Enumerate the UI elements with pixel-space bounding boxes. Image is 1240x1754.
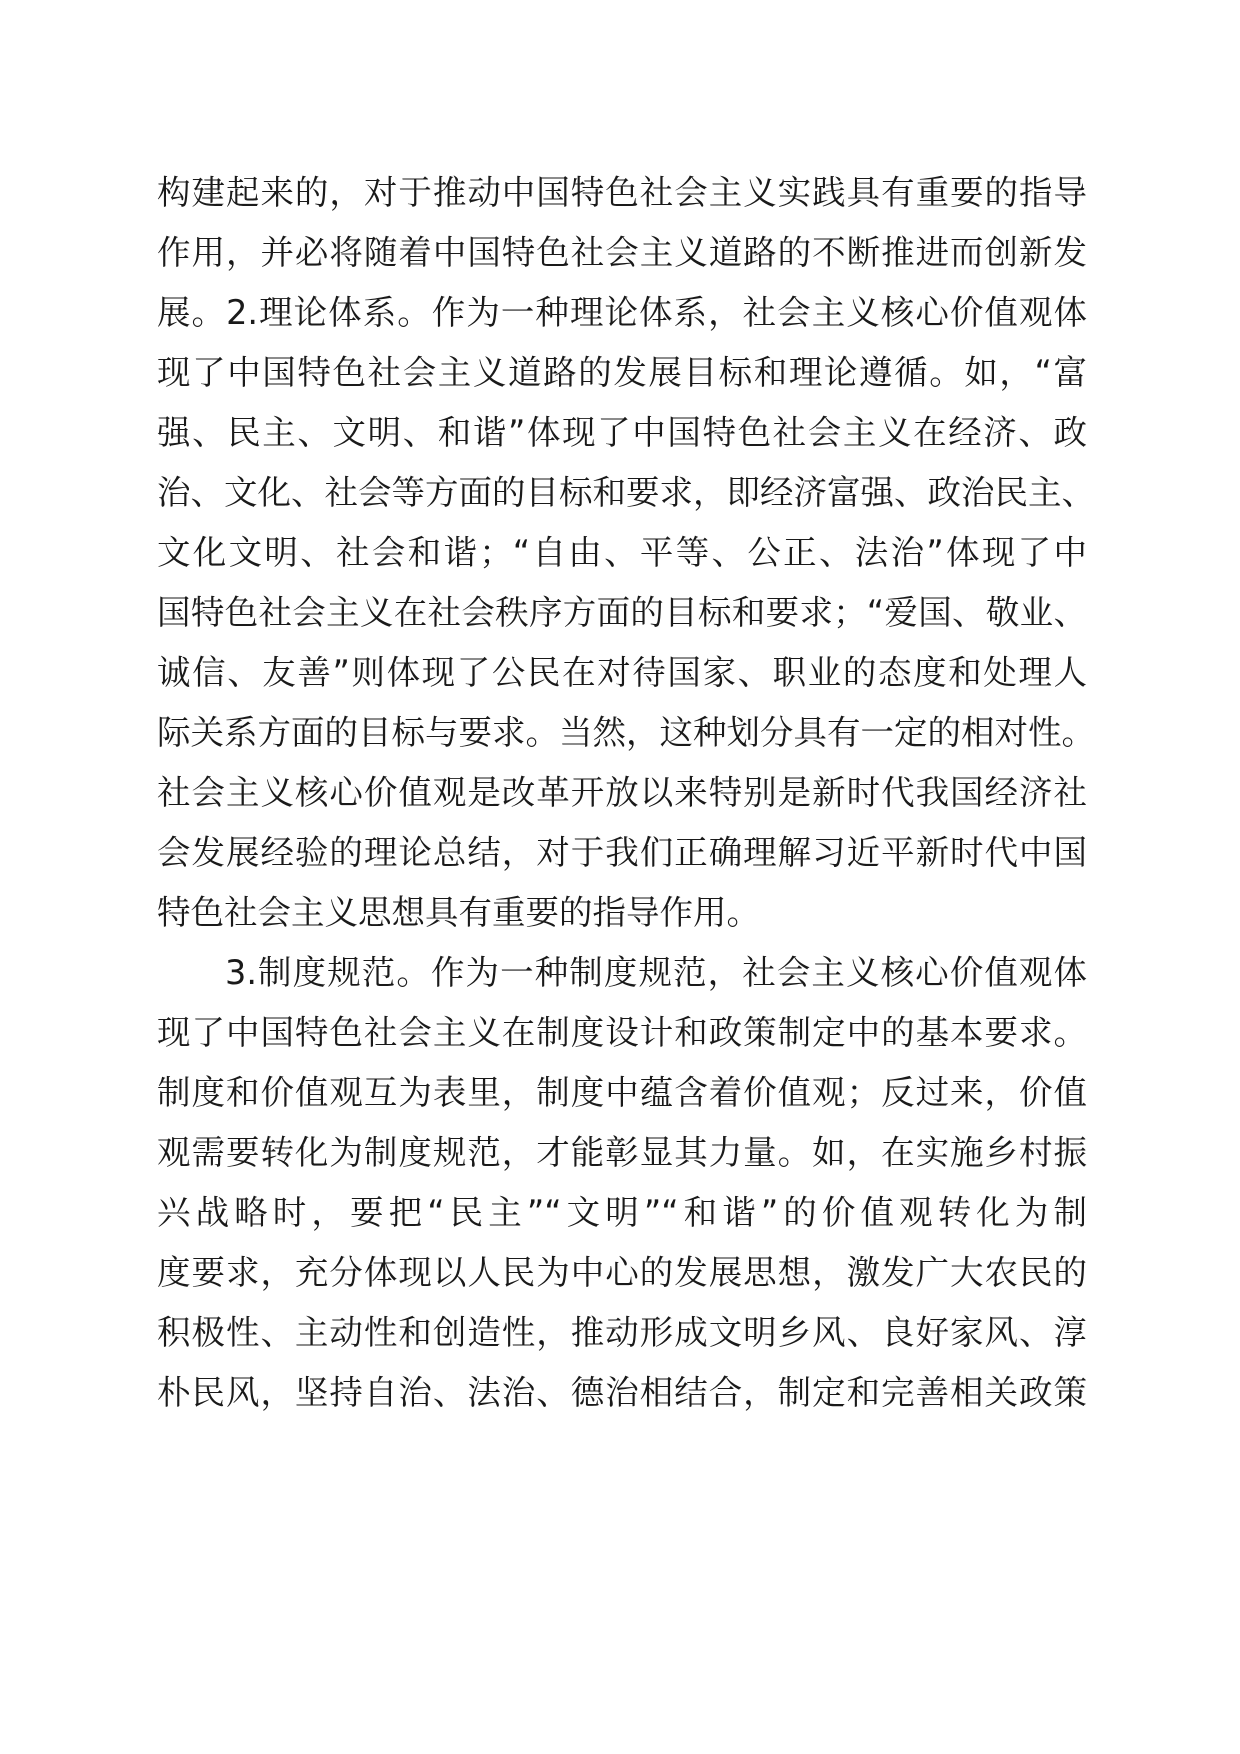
text-line-9: 诚信、友善”则体现了公民在对待国家、职业的态度和处理人 (157, 653, 1087, 692)
text-line-6: 治、文化、社会等方面的目标和要求，即经济富强、政治民主、 (157, 473, 1095, 512)
text-line-1: 构建起来的，对于推动中国特色社会主义实践具有重要的指导 (157, 173, 1087, 212)
text-line-18: 兴战略时，要把“民主”“文明”“和谐”的价值观转化为制 (157, 1193, 1087, 1232)
text-line-14: 3.制度规范。作为一种制度规范，社会主义核心价值观体 (225, 953, 1087, 992)
text-line-7: 文化文明、社会和谐；“自由、平等、公正、法治”体现了中 (157, 533, 1087, 572)
text-line-17: 观需要转化为制度规范，才能彰显其力量。如，在实施乡村振 (157, 1133, 1087, 1172)
text-line-20: 积极性、主动性和创造性，推动形成文明乡风、良好家风、淳 (157, 1313, 1087, 1352)
text-line-15: 现了中国特色社会主义在制度设计和政策制定中的基本要求。 (157, 1013, 1087, 1052)
text-line-19: 度要求，充分体现以人民为中心的发展思想，激发广大农民的 (157, 1253, 1087, 1292)
text-line-4: 现了中国特色社会主义道路的发展目标和理论遵循。如，“富 (157, 353, 1087, 392)
text-line-13: 特色社会主义思想具有重要的指导作用。 (157, 893, 760, 932)
text-line-16: 制度和价值观互为表里，制度中蕴含着价值观；反过来，价值 (157, 1073, 1087, 1112)
text-line-8: 国特色社会主义在社会秩序方面的目标和要求；“爱国、敬业、 (157, 593, 1087, 632)
text-line-12: 会发展经验的理论总结，对于我们正确理解习近平新时代中国 (157, 833, 1087, 872)
text-line-10: 际关系方面的目标与要求。当然，这种划分具有一定的相对性。 (157, 713, 1095, 752)
text-line-5: 强、民主、文明、和谐”体现了中国特色社会主义在经济、政 (157, 413, 1087, 452)
text-line-2: 作用，并必将随着中国特色社会主义道路的不断推进而创新发 (157, 233, 1087, 272)
text-line-21: 朴民风，坚持自治、法治、德治相结合，制定和完善相关政策 (157, 1373, 1087, 1412)
text-line-11: 社会主义核心价值观是改革开放以来特别是新时代我国经济社 (157, 773, 1087, 812)
text-line-3: 展。2.理论体系。作为一种理论体系，社会主义核心价值观体 (157, 293, 1087, 332)
